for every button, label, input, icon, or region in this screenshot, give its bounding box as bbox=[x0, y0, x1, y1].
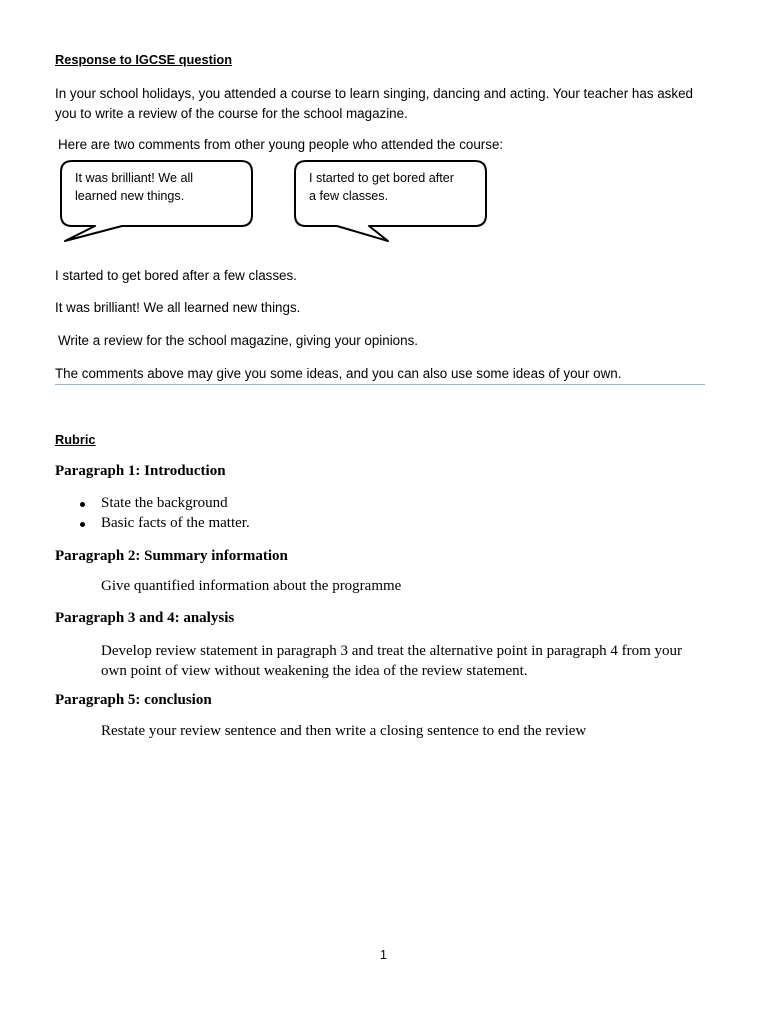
document-title: Response to IGCSE question bbox=[55, 52, 233, 67]
bullet-item: Basic facts of the matter. bbox=[101, 515, 250, 531]
paragraph-3-text: Develop review statement in paragraph 3 and treat the alternative point in paragraph 4 from your own point of view without weakening the idea of the review statement. bbox=[101, 643, 683, 679]
bubble-right-line-2: a few classes. bbox=[309, 189, 389, 203]
bubble-left-line-1: It was brilliant! We all bbox=[75, 171, 194, 185]
paragraph-1-heading: Paragraph 1: Introduction bbox=[55, 463, 226, 479]
rubric-heading: Rubric bbox=[55, 432, 96, 447]
task-hint: The comments above may give you some ideas, and you can also use some ideas of your own. bbox=[55, 366, 622, 381]
divider-line bbox=[55, 384, 705, 385]
paragraph-5-heading: Paragraph 5: conclusion bbox=[55, 692, 212, 708]
paragraph-5-text: Restate your review sentence and then write a closing sentence to end the review bbox=[101, 723, 587, 739]
paragraph-2-text: Give quantified information about the programme bbox=[101, 578, 402, 594]
bullet-item: State the background bbox=[101, 495, 228, 511]
comment-line-bored: I started to get bored after a few classes. bbox=[55, 268, 297, 283]
comment-line-brilliant: It was brilliant! We all learned new things. bbox=[55, 300, 301, 315]
bubble-right-text bbox=[309, 169, 454, 205]
task-instruction: Write a review for the school magazine, giving your opinions. bbox=[58, 333, 418, 348]
paragraph-3-heading: Paragraph 3 and 4: analysis bbox=[55, 610, 235, 626]
bubble-right-line-1: I started to get bored after bbox=[309, 171, 454, 185]
intro-paragraph: In your school holidays, you attended a course to learn singing, dancing and acting. Your teacher has asked you to write a review of the course for the school magazine. bbox=[55, 86, 693, 121]
paragraph-2-heading: Paragraph 2: Summary information bbox=[55, 548, 288, 564]
page-number: 1 bbox=[380, 948, 387, 962]
bubble-left-line-2: learned new things. bbox=[75, 189, 185, 203]
bullet-icon bbox=[80, 502, 85, 507]
bubble-left-text bbox=[75, 169, 193, 205]
bullet-icon bbox=[80, 522, 85, 527]
speech-bubbles bbox=[0, 0, 768, 260]
comments-intro: Here are two comments from other young people who attended the course: bbox=[58, 137, 504, 152]
